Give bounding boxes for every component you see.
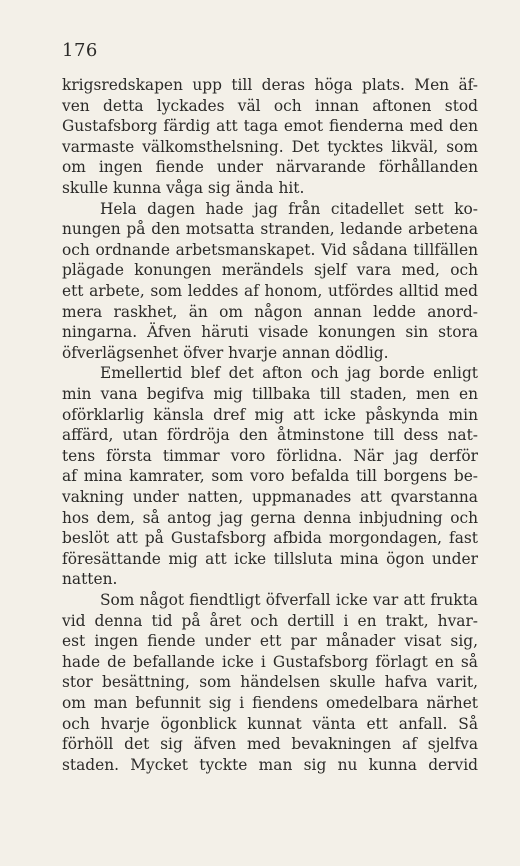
text-line: Emellertid blef det afton och jag borde enligt — [100, 364, 478, 383]
text-line: om ingen fiende under närvarande förhållanden — [62, 158, 478, 177]
text-line: staden. Mycket tyckte man sig nu kunna dervid — [62, 755, 478, 774]
text-line: plägade konungen merändels sjelf vara med, och — [62, 261, 478, 280]
text-line: föresättande mig att icke tillsluta mina ögon under — [62, 549, 478, 568]
text-line: ningarna. Äfven häruti visade konungen sin stora — [62, 323, 478, 342]
text-line: beslöt att på Gustafsborg afbida morgondagen, fast — [62, 529, 478, 548]
text-line: ven detta lyckades väl och innan aftonen stod — [62, 96, 478, 115]
text-line: vid denna tid på året och dertill i en trakt, hvar- — [62, 611, 478, 630]
text-line: hos dem, så antog jag gerna denna inbjudning och — [62, 508, 478, 527]
text-line: om man befunnit sig i fiendens omedelbara närhet — [62, 694, 478, 712]
text-line: oförklarlig känsla dref mig att icke påskynda min — [62, 405, 478, 424]
text-line: ett arbete, som leddes af honom, utfördes alltid med — [62, 282, 478, 300]
text-line: af mina kamrater, som voro befalda till borgens be- — [62, 467, 478, 486]
text-line: Hela dagen hade jag från citadellet sett ko- — [100, 199, 478, 218]
text-line: mera raskhet, än om någon annan ledde anord- — [62, 302, 478, 321]
text-line: stor besättning, som händelsen skulle hafva varit, — [62, 673, 478, 692]
text-line: vakning under natten, uppmanades att qvarstanna — [62, 488, 478, 506]
text-line: och hvarje ögonblick kunnat vänta ett anfall. Så — [62, 714, 478, 733]
text-line: natten. — [62, 570, 118, 589]
text-line: Som något fiendtligt öfverfall icke var att frukta — [100, 591, 478, 609]
text-line: hade de befallande icke i Gustafsborg förlagt en så — [62, 652, 478, 671]
text-line: min vana begifva mig tillbaka till staden, men en — [62, 385, 478, 403]
text-line: affärd, utan fördröja den åtminstone till dess nat- — [62, 426, 478, 445]
text-line: Gustafsborg färdig att taga emot fienderna med den — [62, 117, 478, 136]
text-line: tens första timmar voro förlidna. När jag derför — [62, 446, 478, 465]
text-line: skulle kunna våga sig ända hit. — [62, 179, 305, 197]
text-line: varmaste välkomsthelsning. Det tycktes likväl, som — [62, 137, 478, 156]
text-line: förhöll det sig äfven med bevakningen af sjelfva — [62, 735, 478, 754]
text-line: öfverlägsenhet öfver hvarje annan dödlig. — [62, 343, 389, 362]
text-line: nungen på den motsatta stranden, ledande arbetena — [62, 220, 478, 239]
text-line: och ordnande arbetsmanskapet. Vid sådana tillfällen — [62, 240, 478, 259]
text-line: est ingen fiende under ett par månader visat sig, — [62, 632, 478, 651]
text-line: krigsredskapen upp till deras höga plats. Men äf- — [62, 76, 478, 94]
page-number: 176 — [62, 40, 98, 61]
